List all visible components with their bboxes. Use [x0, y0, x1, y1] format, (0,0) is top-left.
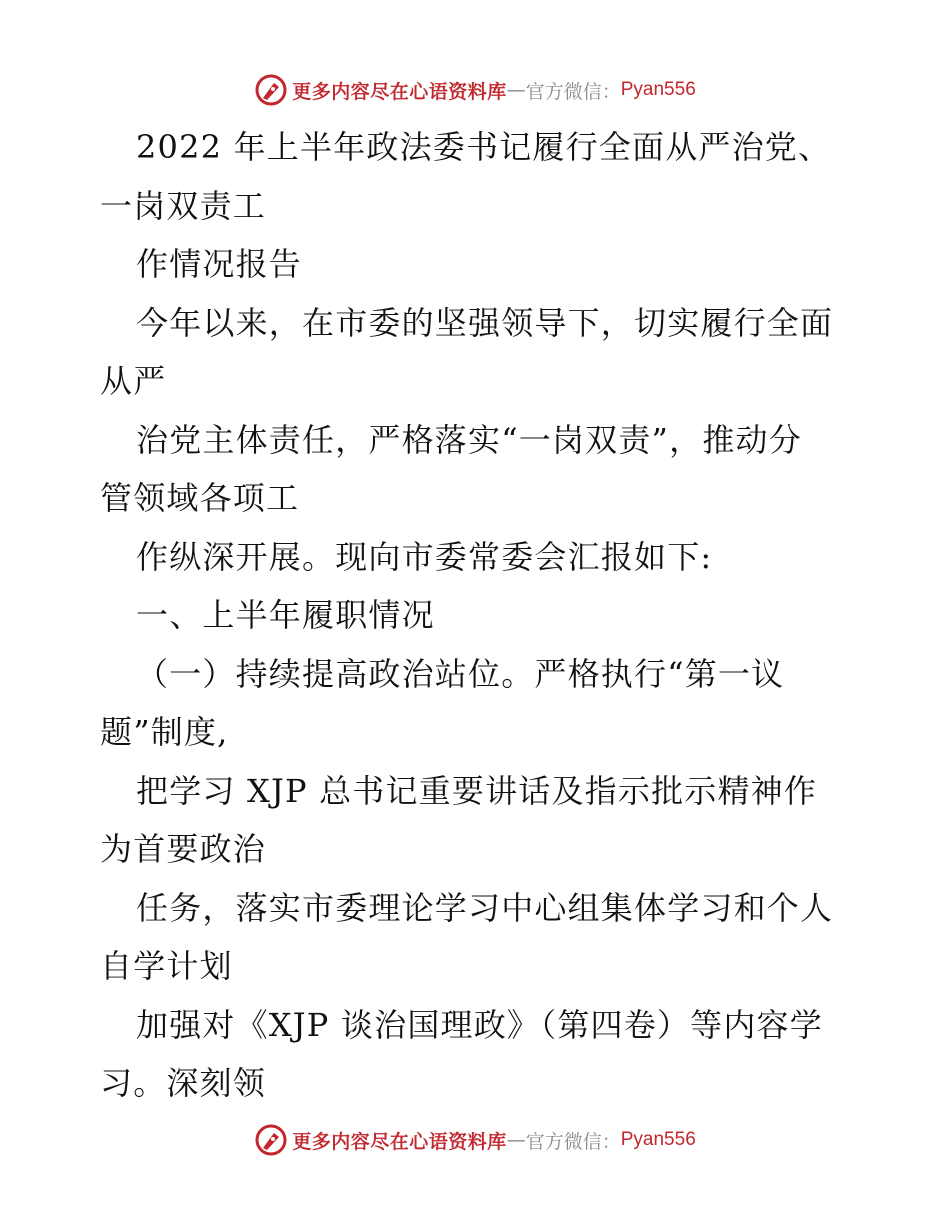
watermark-main-text: 更多内容尽在心语资料库: [292, 1130, 507, 1153]
text-line: 今年以来，在市委的坚强领导下，切实履行全面: [136, 303, 834, 342]
text-line: 作纵深开展。现向市委常委会汇报如下:: [136, 537, 713, 576]
watermark-label: 官方微信：: [525, 80, 621, 103]
watermark-main-text: 更多内容尽在心语资料库: [292, 80, 507, 103]
text-line: 一岗双责工: [100, 186, 267, 225]
text-line: 从严: [100, 362, 167, 400]
text-line: 把学习 XJP 总书记重要讲话及指示批示精神作: [136, 771, 818, 810]
pen-nib-logo-icon: [254, 73, 288, 107]
watermark-footer: [0, 1120, 950, 1160]
text-line: 任务，落实市委理论学习中心组集体学习和个人: [136, 888, 834, 927]
watermark-label: 官方微信：: [525, 1130, 621, 1153]
text-line: （一）持续提高政治站位。严格执行“第一议: [136, 654, 785, 693]
document-body: [100, 118, 860, 1113]
text-line: 一、上半年履职情况: [136, 596, 435, 634]
text-line: 作情况报告: [136, 245, 303, 283]
watermark-wechat-id: Pyan556: [620, 1129, 696, 1150]
text-line: 管领域各项工: [100, 479, 300, 517]
watermark-dash: —: [506, 1129, 526, 1151]
text-line: 加强对《XJP 谈治国理政》（第四卷）等内容学: [136, 1005, 823, 1044]
text-line: 习。深刻领: [100, 1064, 267, 1102]
text-line: 自学计划: [100, 947, 233, 985]
document-title-line: 2022 年上半年政法委书记履行全面从严治党、: [136, 128, 832, 166]
text-line: 为首要政治: [100, 830, 267, 868]
watermark-wechat-id: Pyan556: [620, 79, 696, 100]
text-line: 治党主体责任，严格落实“一岗双责”，推动分: [136, 420, 802, 459]
watermark-header: [0, 70, 950, 110]
text-line: 题”制度,: [100, 713, 229, 751]
pen-nib-logo-icon: [254, 1123, 288, 1157]
watermark-dash: —: [506, 79, 526, 101]
